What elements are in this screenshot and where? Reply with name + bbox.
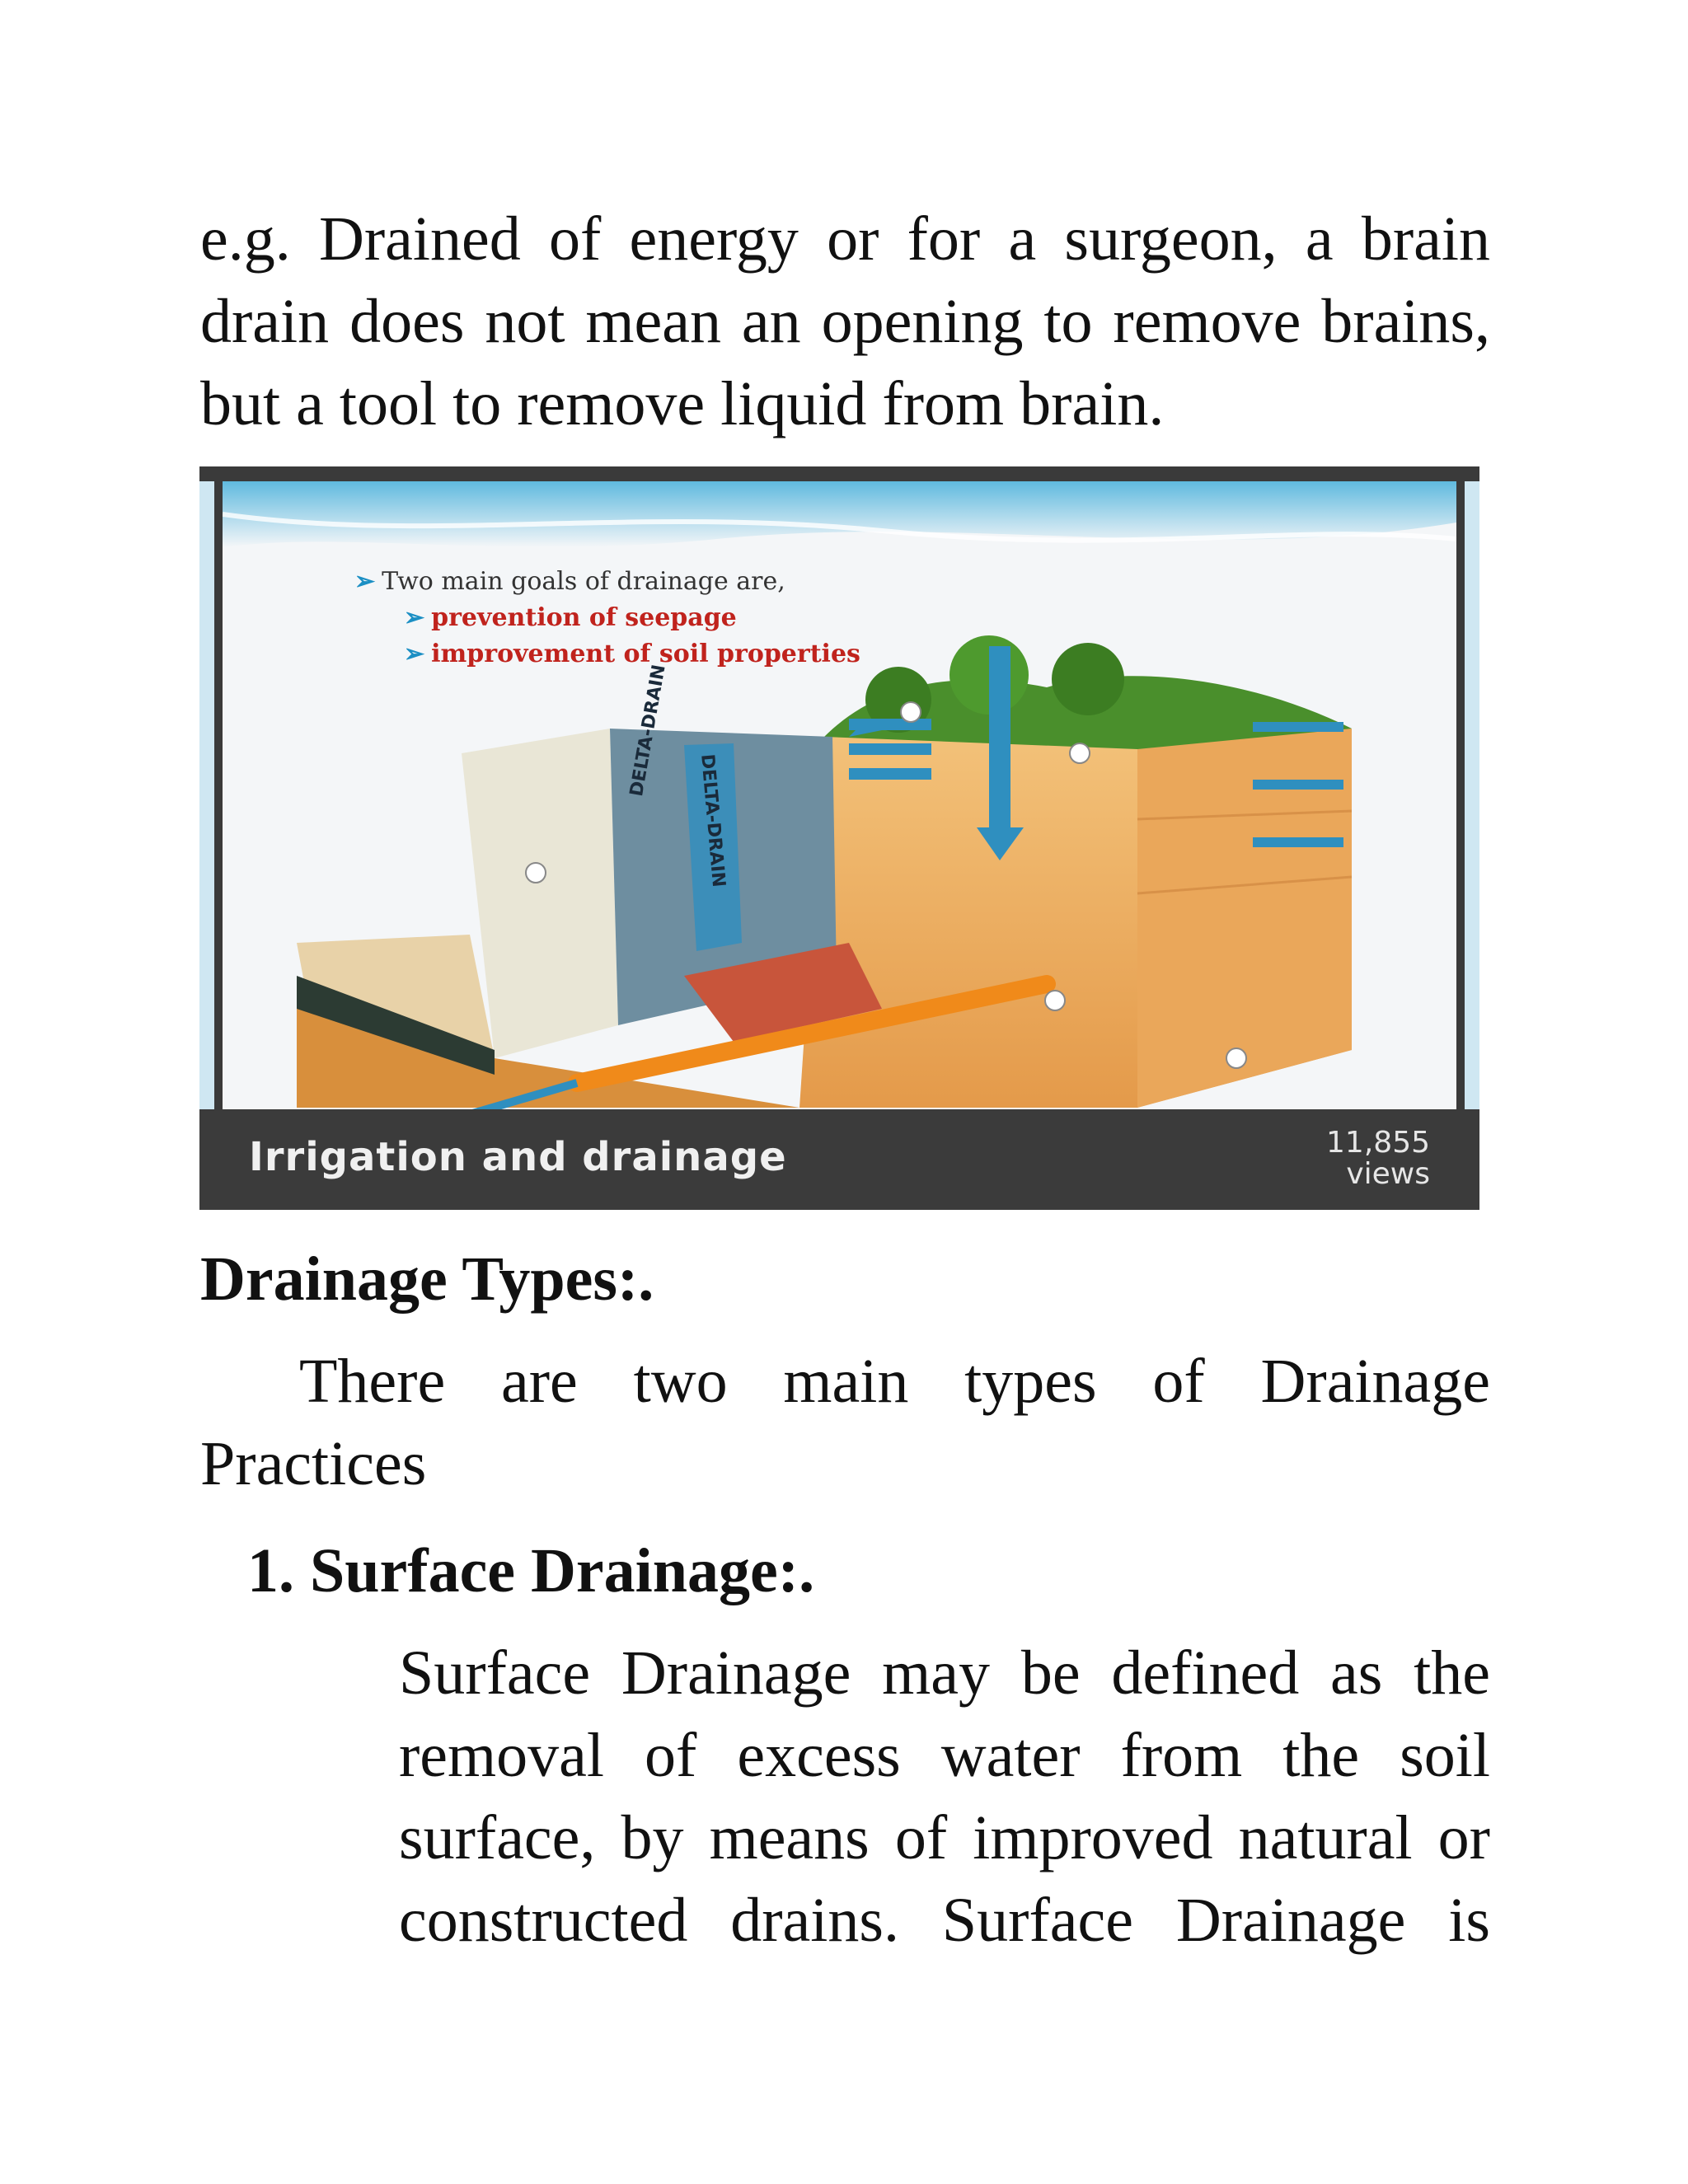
- definition-line: Surface Drainage may be defined as the: [399, 1638, 1490, 1708]
- delta-drain-label: DELTA-DRAIN: [696, 753, 729, 888]
- definition-line: constructed drains. Surface Drainage is: [399, 1886, 1490, 1955]
- goals-title: ➢ Two main goals of drainage are,: [354, 567, 785, 596]
- drainage-goals: [354, 564, 860, 673]
- view-count-number: 11,855: [1326, 1126, 1430, 1160]
- delta-drain-label: DELTA-DRAIN: [626, 663, 670, 799]
- video-caption-bar[interactable]: [199, 1111, 1479, 1210]
- subsection-heading: 1. Surface Drainage:.: [247, 1536, 815, 1605]
- arrow-bullet-icon: ➢: [354, 567, 376, 596]
- section-heading: Drainage Types:.: [200, 1244, 654, 1314]
- arrow-bullet-icon: ➢: [404, 640, 425, 668]
- drainage-figure: [199, 466, 1479, 1210]
- slide-image: [223, 481, 1456, 1109]
- view-count: [1326, 1127, 1430, 1190]
- goal-item: ➢ improvement of soil properties: [404, 640, 860, 668]
- figure-edge-right: [1465, 481, 1479, 1109]
- arrow-bullet-icon: ➢: [404, 603, 425, 632]
- intro-line: drain does not mean an opening to remove brains,: [200, 287, 1490, 356]
- section-intro-line: Practices: [200, 1429, 427, 1498]
- intro-line: e.g. Drained of energy or for a surgeon, a brain: [200, 204, 1490, 274]
- view-count-label: views: [1346, 1157, 1430, 1191]
- goal-item: ➢ prevention of seepage: [404, 603, 737, 632]
- video-title: Irrigation and drainage: [249, 1134, 787, 1180]
- section-intro: [200, 1340, 1490, 1505]
- figure-edge-left: [199, 481, 214, 1109]
- section-intro-line: There are two main types of Drainage: [299, 1347, 1490, 1416]
- surface-drainage-definition: [399, 1632, 1490, 1961]
- intro-line: but a tool to remove liquid from brain.: [200, 369, 1165, 438]
- definition-line: removal of excess water from the soil: [399, 1721, 1490, 1790]
- definition-line: surface, by means of improved natural or: [399, 1803, 1490, 1872]
- intro-paragraph: [200, 198, 1490, 445]
